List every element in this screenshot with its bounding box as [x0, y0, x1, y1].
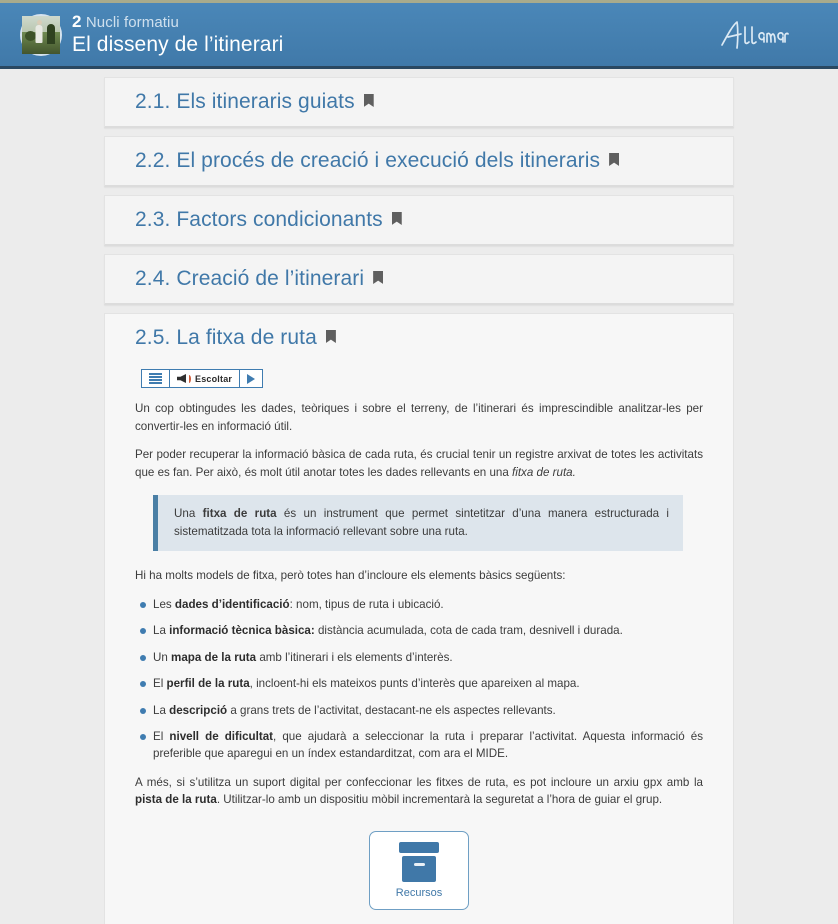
list-item-bold: mapa de la ruta — [171, 650, 257, 664]
bookmark-icon — [373, 271, 383, 284]
content-column — [0, 69, 838, 924]
list-item-pre: El — [153, 677, 167, 691]
section-header[interactable] — [105, 78, 733, 126]
audio-play-button[interactable] — [240, 370, 262, 387]
list-menu-icon — [149, 373, 162, 384]
header-identity — [20, 12, 283, 57]
list-item-bold: informació tècnica bàsica: — [169, 624, 315, 638]
audio-player-toolbar[interactable] — [141, 369, 263, 388]
list-item-pre: La — [153, 624, 170, 638]
speaker-wave-icon — [187, 375, 191, 383]
header-titles — [72, 12, 283, 57]
list-item-bold: nivell de dificultat — [169, 729, 274, 743]
audio-listen-button[interactable] — [170, 370, 240, 387]
section-header[interactable] — [105, 255, 733, 303]
list-item-pre: Les — [153, 597, 175, 611]
callout-text — [174, 505, 669, 541]
definition-callout — [153, 495, 683, 551]
section-body — [105, 362, 733, 914]
paragraph-1-text: Un cop obtingudes les dades, teòriques i sobre el terreny, de l’itinerari és imprescindible analitzar-les per convertir-les en informació útil. — [135, 402, 703, 433]
list-intro-text: Hi ha molts models de fitxa, però totes han d’incloure els elements bàsics següents: — [135, 569, 566, 583]
list-item-post: , que ajudarà a seleccionar la ruta i preparar l’activitat. Aquesta informació és preferible que aparegui en un índex estandarditzat, com ara el MIDE. — [153, 729, 704, 761]
section-title: 2.5. La fitxa de ruta — [135, 326, 317, 349]
basic-elements-list — [135, 596, 703, 763]
paragraph-3-bold: pista de la ruta — [135, 793, 217, 807]
unit-label: Nucli formatiu — [85, 13, 179, 31]
paragraph-3 — [135, 774, 703, 809]
paragraph-1 — [135, 400, 703, 435]
list-item-pre: Un — [153, 650, 172, 664]
section-header[interactable] — [105, 137, 733, 185]
list-item-post: distància acumulada, cota de cada tram, desnivell i durada. — [314, 624, 623, 638]
section-card-2-5[interactable] — [104, 313, 734, 924]
list-item-bold: descripció — [169, 703, 228, 717]
list-item-bold: dades d’identificació — [174, 597, 290, 611]
section-title: 2.1. Els itineraris guiats — [135, 90, 355, 113]
list-item — [135, 596, 703, 613]
section-title: 2.4. Creació de l’itinerari — [135, 267, 365, 290]
section-card-2-3[interactable] — [104, 195, 734, 246]
section-card-2-4[interactable] — [104, 254, 734, 305]
callout-prefix: Una — [174, 507, 203, 521]
paragraph-2-text: Per poder recuperar la informació bàsica de cada ruta, és crucial tenir un registre arxivat de totes les activitats que es fan. Per això, és molt útil anotar totes les dades rellevants en una — [135, 448, 703, 479]
page-title: El disseny de l’itinerari — [72, 32, 284, 56]
list-item-pre: La — [153, 703, 170, 717]
avatar — [20, 14, 62, 56]
paragraph-3-post: . Utilitzar-lo amb un dispositiu mòbil incrementarà la seguretat a l’hora de guiar el grup. — [216, 793, 663, 807]
section-card-2-1[interactable] — [104, 77, 734, 128]
section-card-2-2[interactable] — [104, 136, 734, 187]
list-item-post: : nom, tipus de ruta i ubicació. — [289, 597, 444, 611]
play-icon — [247, 374, 255, 384]
list-item — [135, 622, 703, 639]
unit-number: 2 — [72, 11, 82, 31]
resources-label: Recursos — [395, 886, 443, 899]
callout-term: fitxa de ruta — [202, 507, 277, 521]
speaker-icon — [177, 374, 186, 383]
list-item — [135, 675, 703, 692]
bookmark-icon — [609, 153, 619, 166]
paragraph-2-emphasis: fitxa de ruta. — [512, 465, 576, 479]
list-item — [135, 702, 703, 719]
bookmark-icon — [364, 94, 374, 107]
list-item-post: a grans trets de l’activitat, destacant-ne els aspectes rellevants. — [227, 703, 556, 717]
section-header[interactable] — [105, 196, 733, 244]
audio-menu-button[interactable] — [142, 370, 170, 387]
audio-listen-label: Escoltar — [195, 373, 233, 384]
bookmark-icon — [392, 212, 402, 225]
paragraph-3-pre: A més, si s’utilitza un suport digital per confeccionar les fitxes de ruta, es pot incloure un arxiu gpx amb la — [135, 775, 703, 789]
list-item-bold: perfil de la ruta — [166, 677, 250, 691]
resources-area — [135, 831, 703, 910]
resources-button[interactable] — [369, 831, 469, 910]
list-intro — [135, 567, 703, 585]
paragraph-2 — [135, 446, 703, 481]
brand-logo — [718, 18, 790, 52]
list-item — [135, 649, 703, 666]
list-item — [135, 728, 703, 763]
header-kicker — [72, 12, 283, 32]
page-header — [0, 3, 838, 69]
section-title: 2.2. El procés de creació i execució dels itineraris — [135, 149, 601, 172]
list-item-post: amb l’itinerari i els elements d’interès. — [256, 650, 453, 664]
section-title: 2.3. Factors condicionants — [135, 208, 383, 231]
list-item-post: , incloent-hi els mateixos punts d’interès que apareixen al mapa. — [249, 677, 580, 691]
bookmark-icon — [326, 330, 336, 343]
section-header[interactable] — [105, 314, 733, 362]
archive-box-icon — [397, 842, 441, 882]
list-item-pre: El — [153, 729, 170, 743]
callout-suffix: és un instrument que permet sintetitzar d’una manera estructurada i sistematitzada tota la informació rellevant sobre una ruta. — [174, 507, 670, 539]
